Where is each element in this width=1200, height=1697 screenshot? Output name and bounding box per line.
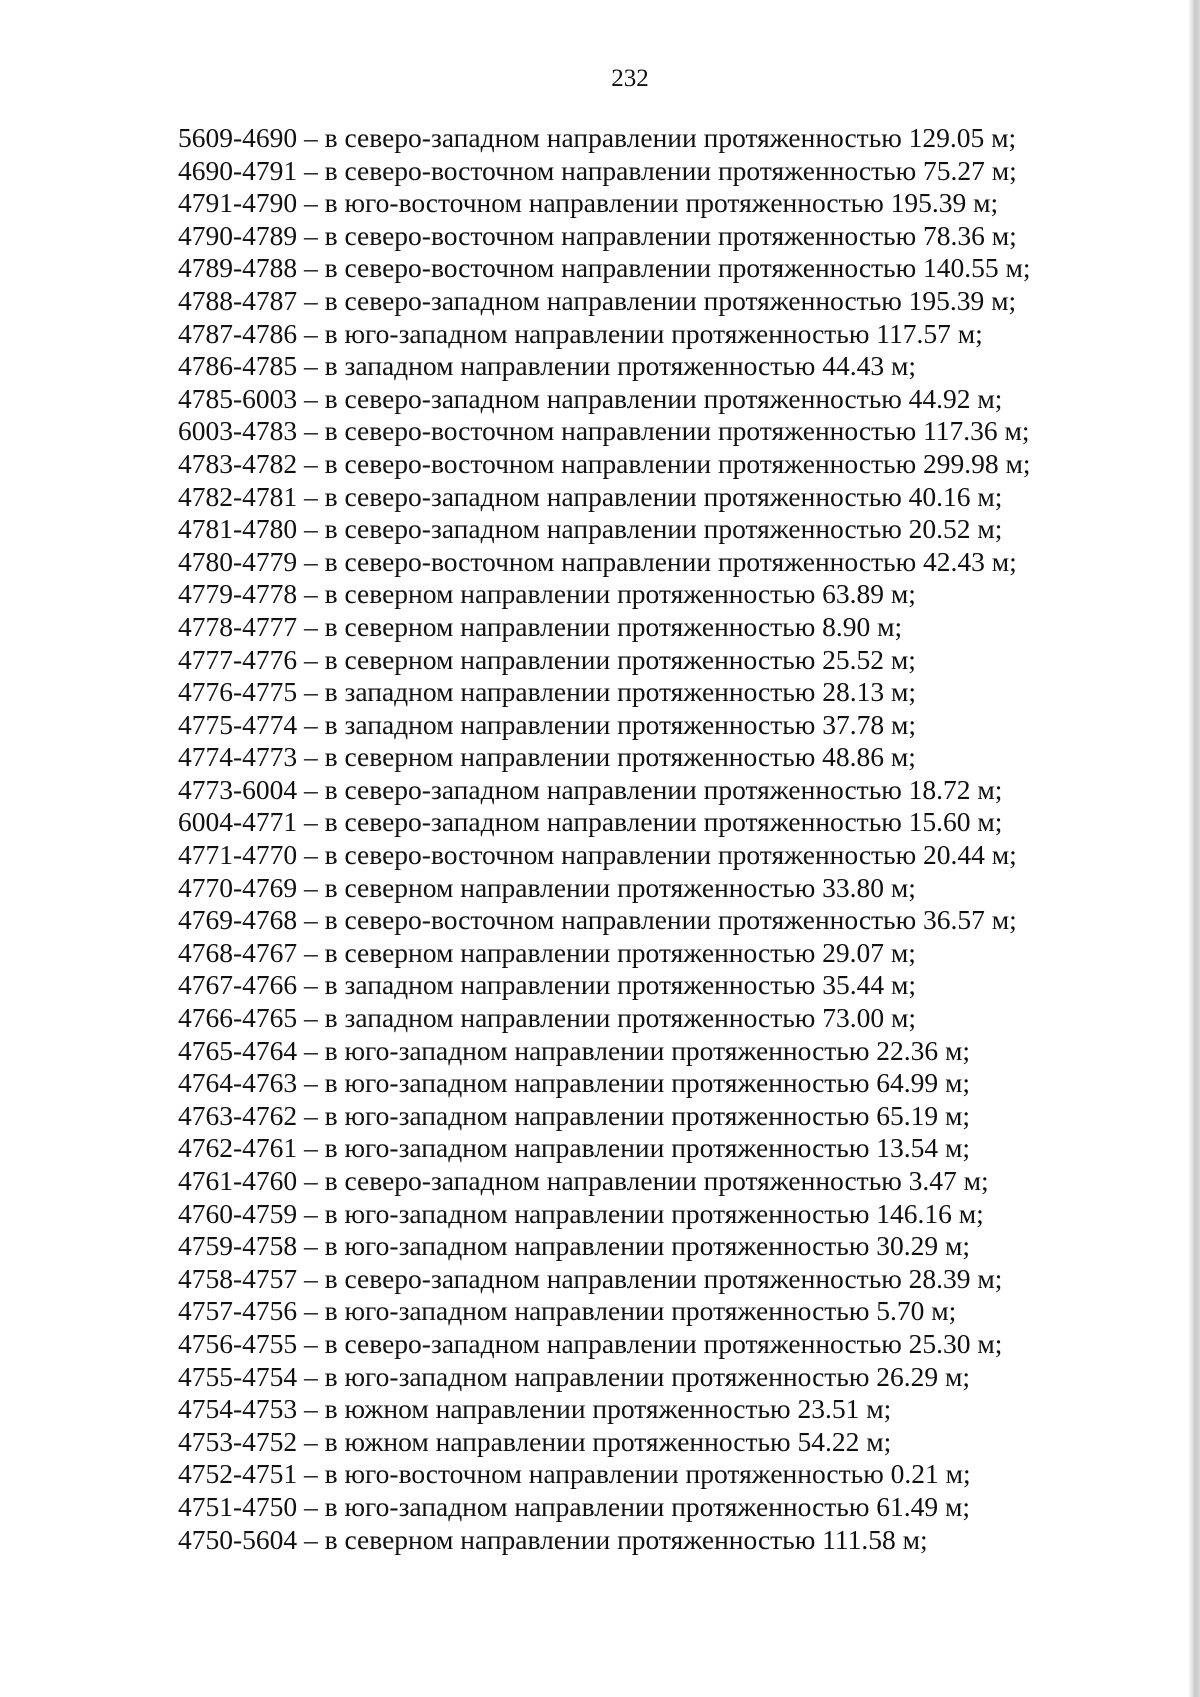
- boundary-segment-entry: 4755-4754 – в юго-западном направлении протяженностью 26.29 м;: [178, 1360, 971, 1392]
- boundary-segment-entry: 4770-4769 – в северном направлении протяженностью 33.80 м;: [178, 871, 916, 903]
- boundary-segment-entry: 4779-4778 – в северном направлении протяженностью 63.89 м;: [178, 578, 916, 610]
- boundary-segment-list: [178, 122, 1031, 1556]
- boundary-segment-entry: 4773-6004 – в северо-западном направлении протяженностью 18.72 м;: [178, 773, 1003, 805]
- boundary-segment-entry: 4791-4790 – в юго-восточном направлении протяженностью 195.39 м;: [178, 187, 999, 219]
- boundary-segment-entry: 4753-4752 – в южном направлении протяженностью 54.22 м;: [178, 1425, 892, 1457]
- boundary-segment-entry: 4763-4762 – в юго-западном направлении протяженностью 65.19 м;: [178, 1099, 971, 1131]
- boundary-segment-entry: 4777-4776 – в северном направлении протяженностью 25.52 м;: [178, 643, 916, 675]
- boundary-segment-entry: 6003-4783 – в северо-восточном направлении протяженностью 117.36 м;: [178, 415, 1030, 447]
- boundary-segment-entry: 4767-4766 – в западном направлении протяженностью 35.44 м;: [178, 969, 917, 1001]
- boundary-segment-entry: 4766-4765 – в западном направлении протяженностью 73.00 м;: [178, 1002, 917, 1034]
- boundary-segment-entry: 4774-4773 – в северном направлении протяженностью 48.86 м;: [178, 741, 916, 773]
- boundary-segment-entry: 4786-4785 – в западном направлении протяженностью 44.43 м;: [178, 350, 917, 382]
- boundary-segment-entry: 4750-5604 – в северном направлении протяженностью 111.58 м;: [178, 1523, 928, 1555]
- boundary-segment-entry: 4762-4761 – в юго-западном направлении протяженностью 13.54 м;: [178, 1132, 971, 1164]
- boundary-segment-entry: 4778-4777 – в северном направлении протяженностью 8.90 м;: [178, 610, 903, 642]
- boundary-segment-entry: 4781-4780 – в северо-западном направлении протяженностью 20.52 м;: [178, 513, 1003, 545]
- boundary-segment-entry: 4752-4751 – в юго-восточном направлении протяженностью 0.21 м;: [178, 1458, 971, 1490]
- boundary-segment-entry: 6004-4771 – в северо-западном направлении протяженностью 15.60 м;: [178, 806, 1003, 838]
- boundary-segment-entry: 4769-4768 – в северо-восточном направлении протяженностью 36.57 м;: [178, 904, 1017, 936]
- boundary-segment-entry: 5609-4690 – в северо-западном направлении протяженностью 129.05 м;: [178, 122, 1017, 153]
- boundary-segment-entry: 4764-4763 – в юго-западном направлении протяженностью 64.99 м;: [178, 1067, 971, 1099]
- boundary-segment-entry: 4768-4767 – в северном направлении протяженностью 29.07 м;: [178, 936, 916, 968]
- boundary-segment-entry: 4789-4788 – в северо-восточном направлении протяженностью 140.55 м;: [178, 252, 1031, 284]
- boundary-segment-entry: 4759-4758 – в юго-западном направлении протяженностью 30.29 м;: [178, 1230, 971, 1262]
- boundary-segment-entry: 4757-4756 – в юго-западном направлении протяженностью 5.70 м;: [178, 1295, 957, 1327]
- boundary-segment-entry: 4776-4775 – в западном направлении протяженностью 28.13 м;: [178, 676, 917, 708]
- boundary-segment-entry: 4758-4757 – в северо-западном направлении протяженностью 28.39 м;: [178, 1262, 1003, 1294]
- boundary-segment-entry: 4787-4786 – в юго-западном направлении протяженностью 117.57 м;: [178, 317, 983, 349]
- boundary-segment-entry: 4756-4755 – в северо-западном направлении протяженностью 25.30 м;: [178, 1327, 1003, 1359]
- boundary-segment-entry: 4780-4779 – в северо-восточном направлении протяженностью 42.43 м;: [178, 545, 1017, 577]
- boundary-segment-entry: 4760-4759 – в юго-западном направлении протяженностью 146.16 м;: [178, 1197, 984, 1229]
- boundary-segment-entry: 4790-4789 – в северо-восточном направлении протяженностью 78.36 м;: [178, 219, 1017, 251]
- page-number: 232: [611, 65, 649, 92]
- boundary-segment-entry: 4751-4750 – в юго-западном направлении протяженностью 61.49 м;: [178, 1490, 971, 1522]
- boundary-segment-entry: 4761-4760 – в северо-западном направлении протяженностью 3.47 м;: [178, 1165, 989, 1196]
- boundary-segment-entry: 4785-6003 – в северо-западном направлении протяженностью 44.92 м;: [178, 382, 1003, 414]
- boundary-segment-entry: 4782-4781 – в северо-западном направлении протяженностью 40.16 м;: [178, 480, 1003, 512]
- boundary-segment-entry: 4775-4774 – в западном направлении протяженностью 37.78 м;: [178, 708, 917, 740]
- scan-edge-shadow: [1188, 0, 1200, 1697]
- boundary-segment-entry: 4788-4787 – в северо-западном направлении протяженностью 195.39 м;: [178, 284, 1017, 316]
- boundary-segment-entry: 4783-4782 – в северо-восточном направлении протяженностью 299.98 м;: [178, 447, 1031, 479]
- boundary-segment-entry: 4690-4791 – в северо-восточном направлении протяженностью 75.27 м;: [178, 154, 1017, 186]
- boundary-segment-entry: 4765-4764 – в юго-западном направлении протяженностью 22.36 м;: [178, 1034, 971, 1066]
- boundary-segment-entry: 4771-4770 – в северо-восточном направлении протяженностью 20.44 м;: [178, 839, 1017, 871]
- boundary-segment-entry: 4754-4753 – в южном направлении протяженностью 23.51 м;: [178, 1393, 892, 1425]
